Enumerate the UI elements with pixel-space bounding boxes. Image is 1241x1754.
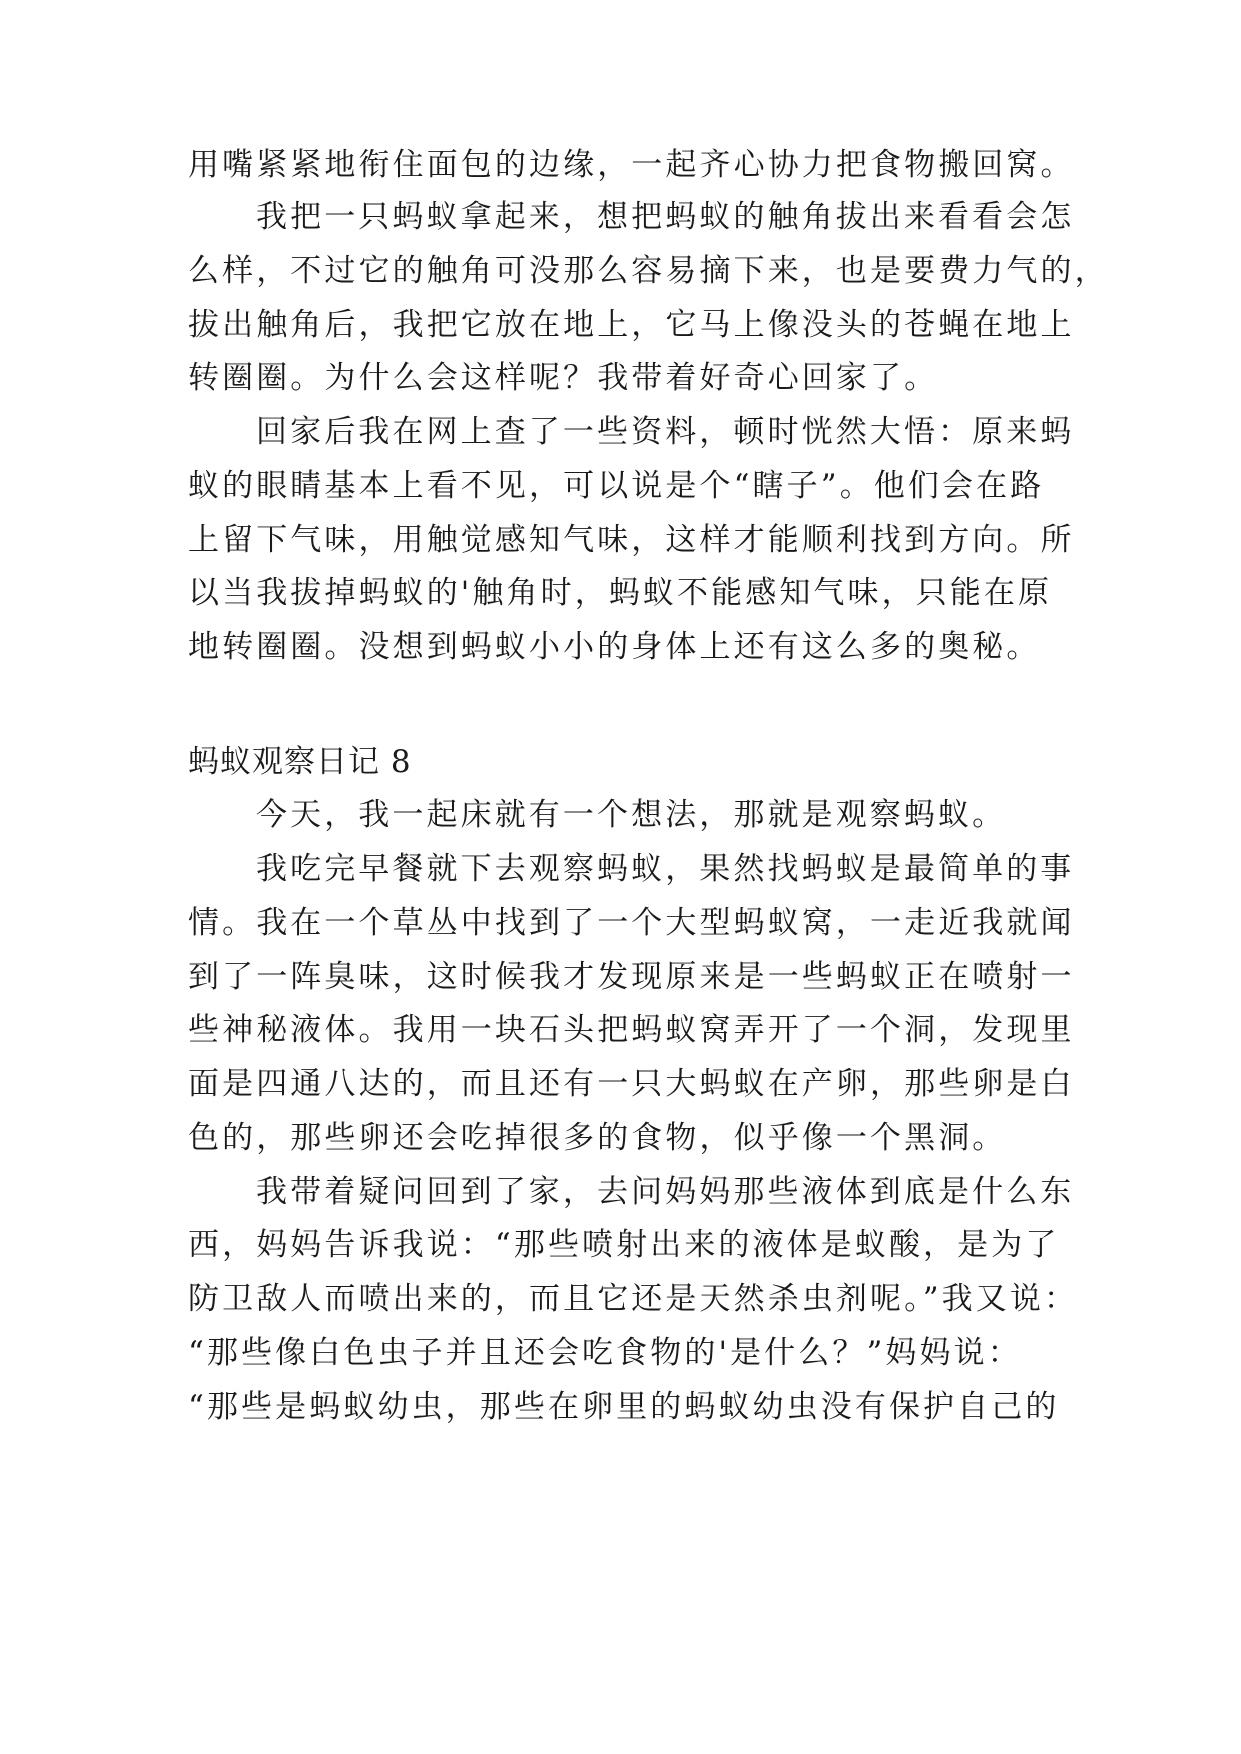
paragraph-line: 面是四通八达的，而且还有一只大蚂蚁在产卵，那些卵是白 [188, 1066, 1075, 1102]
paragraph-line: 转圈圈。为什么会这样呢？我带着好奇心回家了。 [188, 360, 939, 396]
paragraph-line: 防卫敌人而喷出来的，而且它还是天然杀虫剂呢。”我又说： [188, 1281, 1079, 1317]
paragraph-line: 我吃完早餐就下去观察蚂蚁，果然找蚂蚁是最简单的事 [256, 851, 1075, 887]
paragraph-line: 今天，我一起床就有一个想法，那就是观察蚂蚁。 [256, 797, 1007, 833]
paragraph-line: 蚁的眼睛基本上看不见，可以说是个“瞎子”。他们会在路 [188, 468, 1045, 504]
paragraph-line: 我带着疑问回到了家，去问妈妈那些液体到底是什么东 [256, 1174, 1075, 1210]
paragraph-line: 西，妈妈告诉我说：“那些喷射出来的液体是蚁酸，是为了 [188, 1227, 1060, 1263]
paragraph-line: 些神秘液体。我用一块石头把蚂蚁窝弄开了一个洞，发现里 [188, 1012, 1075, 1048]
paragraph-line: 以当我拔掉蚂蚁的'触角时，蚂蚁不能感知气味，只能在原 [188, 575, 1053, 611]
paragraph-line: 我把一只蚂蚁拿起来，想把蚂蚁的触角拔出来看看会怎 [256, 199, 1075, 235]
paragraph-line: 上留下气味，用触觉感知气味，这样才能顺利找到方向。所 [188, 522, 1075, 558]
paragraph-line: 么样，不过它的触角可没那么容易摘下来，也是要费力气的， [188, 253, 1109, 289]
paragraph-line: 回家后我在网上查了一些资料，顿时恍然大悟：原来蚂 [256, 414, 1075, 450]
paragraph-line: 地转圈圈。没想到蚂蚁小小的身体上还有这么多的奥秘。 [188, 629, 1041, 665]
paragraph-line: 用嘴紧紧地衔住面包的边缘，一起齐心协力把食物搬回窝。 [188, 147, 1075, 183]
paragraph-line: 拔出触角后，我把它放在地上，它马上像没头的苍蝇在地上 [188, 307, 1075, 343]
paragraph-line: 色的，那些卵还会吃掉很多的食物，似乎像一个黑洞。 [188, 1120, 1007, 1156]
section-title: 蚂蚁观察日记 8 [188, 744, 412, 780]
paragraph-line: “那些像白色虫子并且还会吃食物的'是什么？”妈妈说： [188, 1335, 1022, 1371]
paragraph-line: 到了一阵臭味，这时候我才发现原来是一些蚂蚁正在喷射一 [188, 959, 1075, 995]
paragraph-line: “那些是蚂蚁幼虫，那些在卵里的蚂蚁幼虫没有保护自己的 [188, 1389, 1060, 1425]
paragraph-line: 情。我在一个草丛中找到了一个大型蚂蚁窝，一走近我就闻 [188, 905, 1075, 941]
